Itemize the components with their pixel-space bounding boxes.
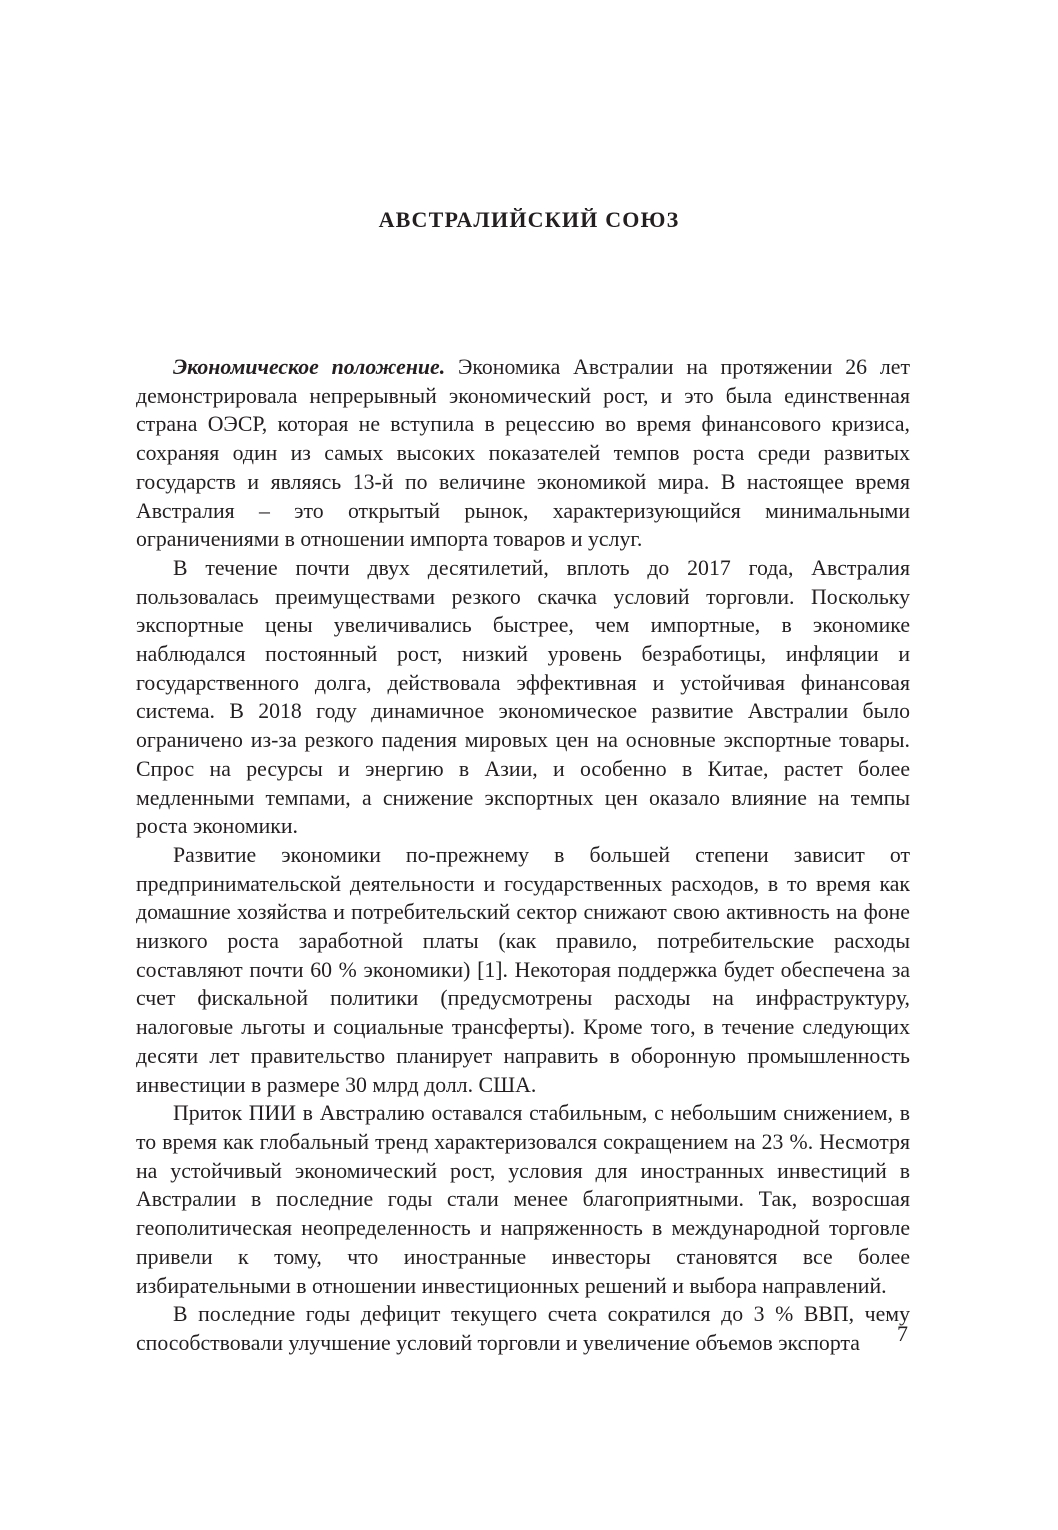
page-title: АВСТРАЛИЙСКИЙ СОЮЗ xyxy=(378,207,680,232)
body-text xyxy=(136,353,910,1358)
paragraph-1 xyxy=(136,353,910,554)
section-lead: Экономическое положение. xyxy=(173,355,446,379)
paragraph-3: Развитие экономики по-прежнему в большей степени зависит от предпринимательской деятельности и государственных расходов, в то время как домашние хозяйства и потребительский сектор снижают свою активность на фоне низкого роста заработной платы (как правило, потребительские расходы составляют почти 60 % экономики) [1]. Некоторая поддержка будет обеспечена за счет фискальной политики (предусмотрены расходы на инфраструктуру, налоговые льготы и социальные трансферты). Кроме того, в течение следующих десяти лет правительство планирует направить в оборонную промышленность инвестиции в размере 30 млрд долл. США. xyxy=(136,842,910,1097)
paragraph-4: Приток ПИИ в Австралию оставался стабильным, с небольшим снижением, в то время как глобальный тренд характеризовался сокращением на 23 %. Несмотря на устойчивый экономический рост, условия для иностранных инвестиций в Австралии в последние годы стали менее благоприятными. Так, возросшая геополитическая неопределенность и напряженность в международной торговле привели к тому, что иностранные инвесторы становятся все более избирательными в отношении инвестиционных решений и выбора направлений. xyxy=(136,1101,910,1298)
paragraph-5: В последние годы дефицит текущего счета сократился до 3 % ВВП, чему способствовали улучшение условий торговли и увеличение объемов экспорта xyxy=(136,1302,910,1355)
paragraph-text: Экономика Австралии на протяжении 26 лет демонстрировала непрерывный экономический рост, и это была единственная страна ОЭСР, которая не вступила в рецессию во время финансового кризиса, сохраняя один из самых высоких показателей темпов роста среди развитых государств и являясь 13-й по величине экономикой мира. В настоящее время Австралия – это открытый рынок, характеризующийся минимальными ограничениями в отношении импорта товаров и услуг. xyxy=(136,355,910,552)
page-number: 7 xyxy=(897,1321,908,1346)
paragraph-2: В течение почти двух десятилетий, вплоть до 2017 года, Австралия пользовалась преимуществами резкого скачка условий торговли. Поскольку экспортные цены увеличивались быстрее, чем импортные, в экономике наблюдался постоянный рост, низкий уровень безработицы, инфляции и государственного долга, действовала эффективная и устойчивая финансовая система. В 2018 году динамичное экономическое развитие Австралии было ограничено из-за резкого падения мировых цен на основные экспортные товары. Спрос на ресурсы и энергию в Азии, и особенно в Китае, растет более медленными темпами, а снижение экспортных цен оказало влияние на темпы роста экономики. xyxy=(136,555,910,839)
